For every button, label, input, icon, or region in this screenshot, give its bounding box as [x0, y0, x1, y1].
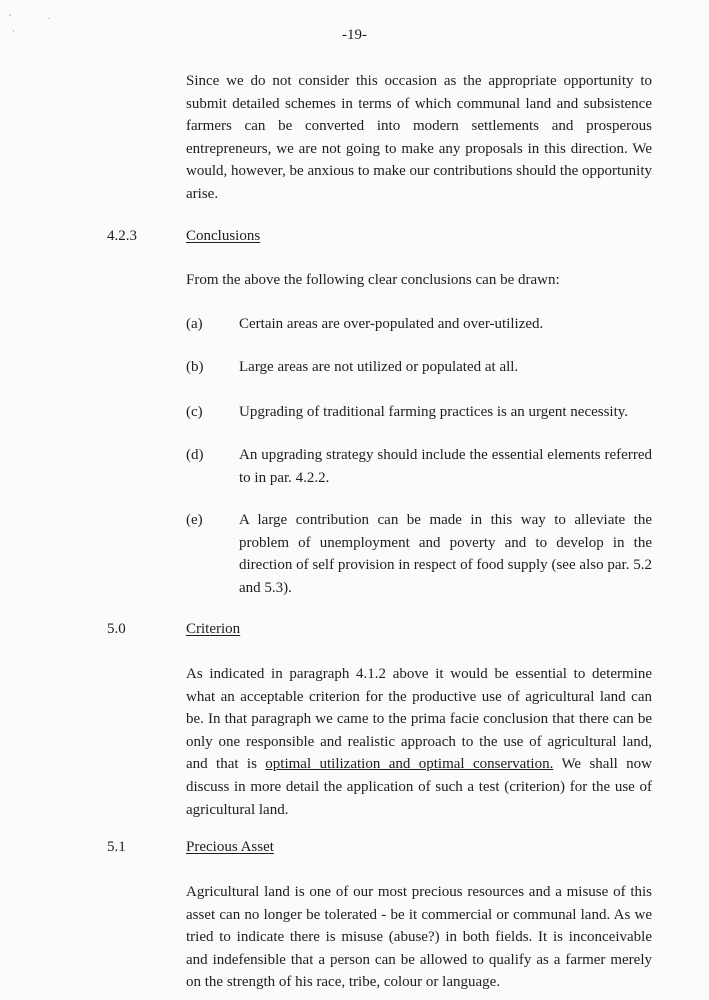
list-item-label: (b): [186, 359, 204, 375]
scan-speck: [9, 14, 11, 16]
list-item-label: (d): [186, 447, 204, 463]
list-item-label: (e): [186, 512, 203, 528]
scan-speck: [48, 18, 50, 19]
list-item-text: Large areas are not utilized or populated at all.: [239, 359, 519, 375]
section-number-5-0: 5.0: [107, 621, 126, 637]
list-item-label: (c): [186, 404, 203, 420]
page-number: -19-: [342, 27, 367, 43]
section-heading-precious-asset: Precious Asset: [186, 839, 274, 855]
conclusions-lead: From the above the following clear conclusions can be drawn:: [186, 272, 560, 288]
precious-asset-paragraph: Agricultural land is one of our most precious resources and a misuse of this asset can no longer be tolerated - be it commercial or communal land. As we tried to indicate there is misuse (abuse?) in both fields. It is inconceivable and indefensible that a person can be allowed to qualify as a farmer merely on the strength of his race, tribe, colour or language.: [186, 884, 652, 991]
section-heading-conclusions: Conclusions: [186, 228, 261, 244]
list-item: [186, 313, 652, 336]
list-item-text: An upgrading strategy should include the essential elements referred to in par. 4.2.2.: [239, 447, 652, 486]
list-item-text: A large contribution can be made in this way to alleviate the problem of unemployment and poverty and to develop in the direction of self provision in respect of food supply (see also par. 5.2 and 5.3).: [239, 512, 652, 596]
criterion-text-before: As indicated in paragraph 4.1.2 above it would be essential to determine what an acceptable criterion for the productive use of agricultural land can be. In that paragraph we came to the prima facie conclusion that there can be only one responsible and realistic approach to the use of agricultural land, and that is: [186, 666, 652, 773]
list-item-text: Upgrading of traditional farming practices is an urgent necessity.: [239, 404, 629, 420]
intro-paragraph: Since we do not consider this occasion as the appropriate opportunity to submit detailed schemes in terms of which communal land and subsistence farmers can be converted into modern settlements and prosperous entrepreneurs, we are not going to make any proposals in this direction. We would, however, be anxious to make our contributions should the opportunity arise.: [186, 73, 652, 202]
list-item: [186, 444, 652, 489]
list-item: [186, 356, 652, 379]
criterion-text-after: We shall now discuss in more detail the application of such a test (criterion) for the use of agricultural land.: [186, 756, 652, 818]
list-item: [186, 509, 652, 599]
criterion-paragraph: [186, 663, 652, 821]
section-number-4-2-3: 4.2.3: [107, 228, 137, 244]
list-item: [186, 401, 652, 424]
section-number-5-1: 5.1: [107, 839, 126, 855]
list-item-text: Certain areas are over-populated and over-utilized.: [239, 316, 544, 332]
criterion-underlined-phrase: optimal utilization and optimal conservation.: [265, 756, 554, 773]
section-heading-criterion: Criterion: [186, 621, 241, 637]
list-item-label: (a): [186, 316, 203, 332]
